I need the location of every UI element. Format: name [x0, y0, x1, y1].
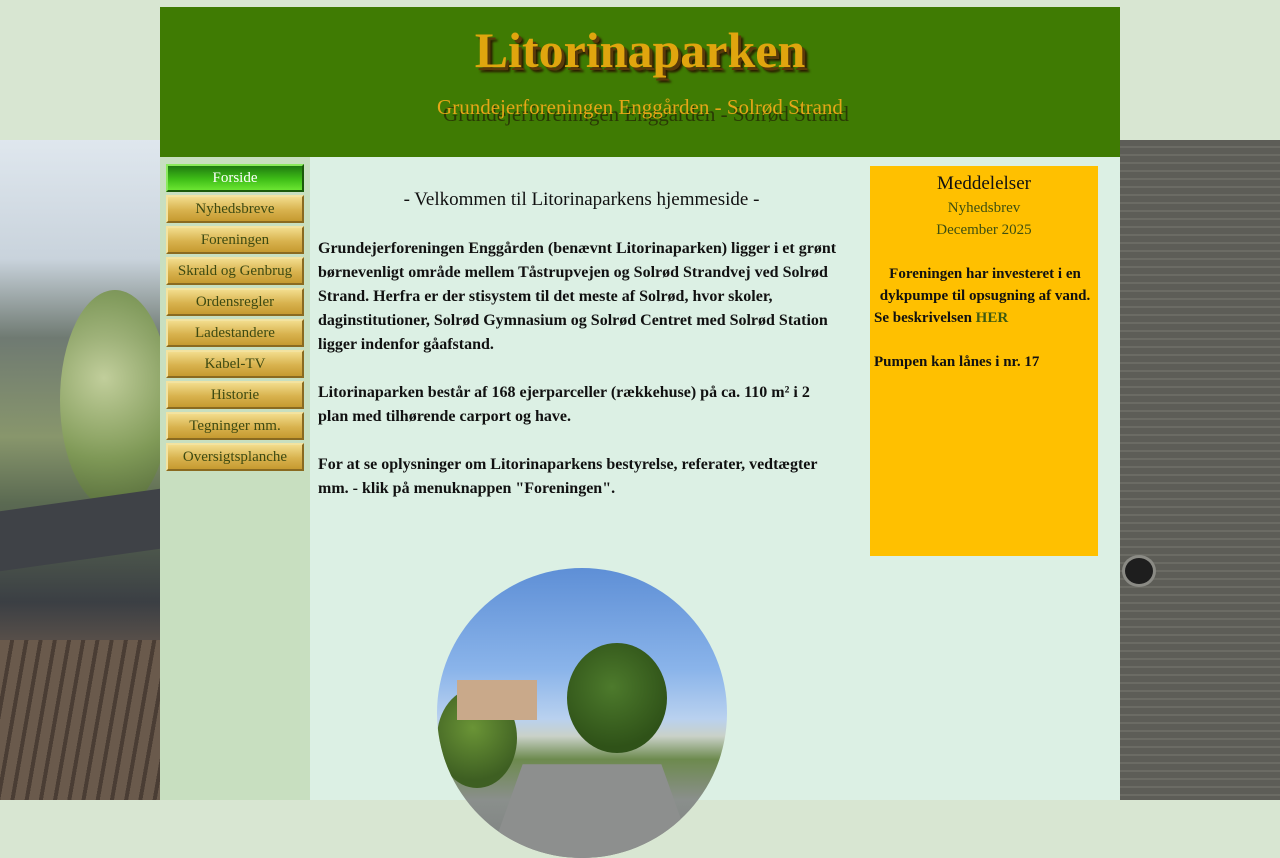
nav-item-skrald-og-genbrug[interactable]: Skrald og Genbrug	[166, 257, 304, 285]
spacer	[874, 329, 1096, 351]
nav-item-tegninger[interactable]: Tegninger mm.	[166, 412, 304, 440]
nav-item-forside[interactable]: Forside	[166, 164, 304, 192]
notice-text: Pumpen kan lånes i nr. 17	[874, 354, 1040, 370]
nav-item-historie[interactable]: Historie	[166, 381, 304, 409]
fence-image	[0, 640, 160, 800]
site-title: Litorinaparken	[474, 22, 806, 78]
nav-item-ordensregler[interactable]: Ordensregler	[166, 288, 304, 316]
here-link[interactable]: HER	[975, 310, 1009, 326]
tree-image	[567, 643, 667, 753]
nav-item-kabel-tv[interactable]: Kabel-TV	[166, 350, 304, 378]
notice-body	[874, 263, 1096, 373]
roof-image	[0, 489, 160, 571]
intro-paragraph: For at se oplysninger om Litorinaparkens bestyrelse, referater, vedtægter mm. - klik på menuknappen "Foreningen".	[318, 456, 818, 497]
house-image	[457, 680, 537, 720]
intro-paragraph: Litorinaparken består af 168 ejerparceller (rækkehuse) på ca. 110 m² i 2 plan med tilhørende carport og have.	[318, 384, 810, 425]
notice-text: Se beskrivelsen	[874, 310, 972, 326]
notice-box	[870, 166, 1098, 556]
background-photo-right	[1120, 140, 1280, 800]
nav-item-ladestandere[interactable]: Ladestandere	[166, 319, 304, 347]
nav-item-nyhedsbreve[interactable]: Nyhedsbreve	[166, 195, 304, 223]
notice-text: Foreningen har investeret i en dykpumpe til opsugning af vand.	[879, 266, 1091, 304]
tree-image	[60, 290, 170, 510]
newsletter-link[interactable]: Nyhedsbrev	[947, 200, 1021, 216]
site-subtitle: Grundejerforeningen Enggården - Solrød Strand	[437, 95, 843, 119]
road-image	[482, 764, 701, 858]
newsletter-date-link[interactable]: December 2025	[936, 222, 1032, 238]
notice-text-line	[874, 307, 1096, 329]
nav-item-foreningen[interactable]: Foreningen	[166, 226, 304, 254]
background-photo-left	[0, 140, 160, 800]
welcome-heading: - Velkommen til Litorinaparkens hjemmeside -	[403, 189, 760, 210]
wall-lamp-image	[1125, 558, 1153, 584]
nav-item-oversigtsplanche[interactable]: Oversigtsplanche	[166, 443, 304, 471]
sidebar-nav	[160, 157, 310, 800]
park-photo	[437, 568, 727, 858]
intro-paragraph: Grundejerforeningen Enggården (benævnt Litorinaparken) ligger i et grønt børnevenligt område mellem Tåstrupvejen og Solrød Strandvej ved Solrød Strand. Herfra er der stisystem til det meste af Solrød, hvor skoler, daginstitutioner, Solrød Gymnasium og Solrød Centret med Solrød Station ligger indenfor gåafstand.	[318, 240, 837, 353]
notice-title: Meddelelser	[937, 173, 1031, 194]
intro-text	[318, 237, 843, 525]
site-header	[160, 7, 1120, 157]
